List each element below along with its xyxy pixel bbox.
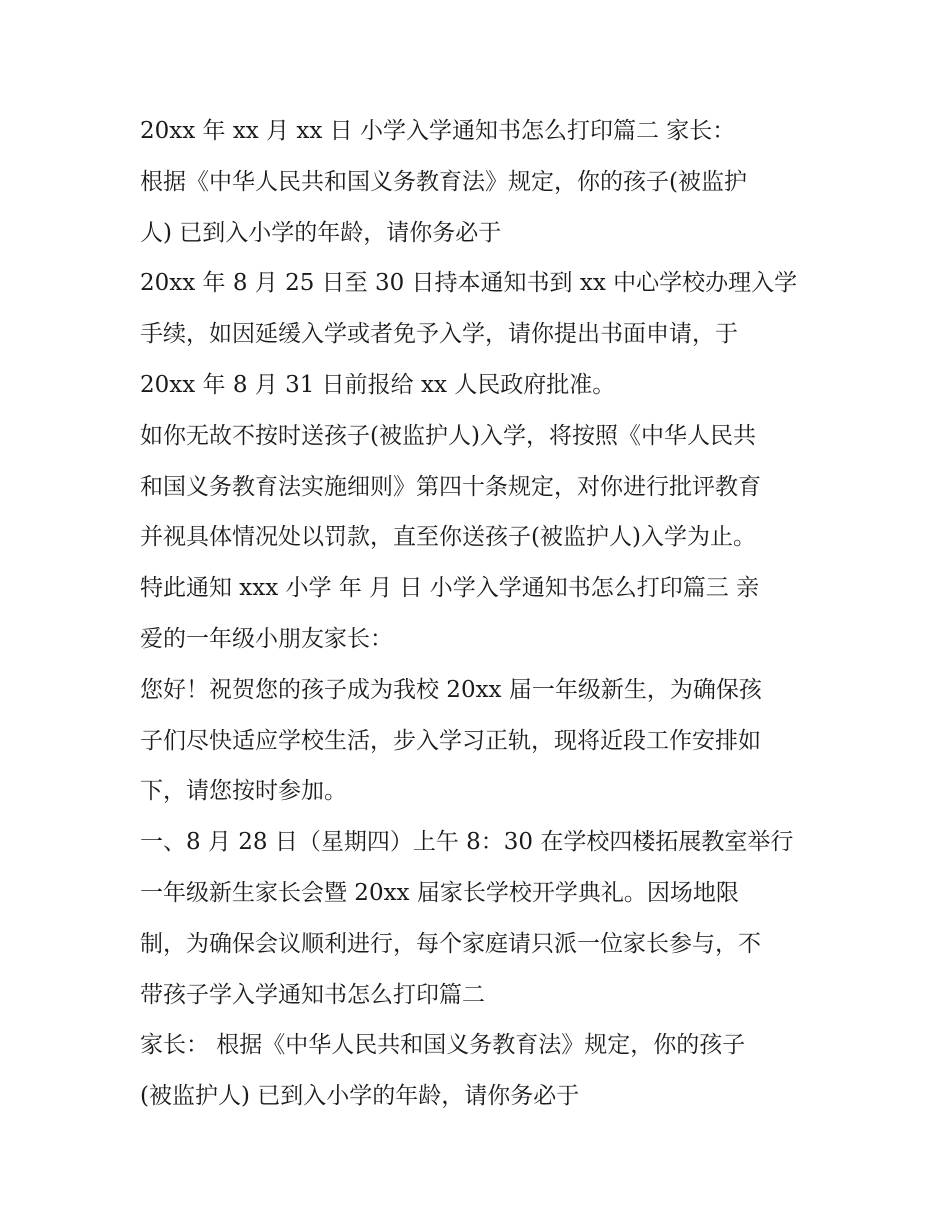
text-line: 手续，如因延缓入学或者免予入学，请你提出书面申请，于	[140, 321, 738, 348]
text-line: 下，请您按时参加。	[140, 778, 347, 805]
text-line: 子们尽快适应学校生活，步入学习正轨，现将近段工作安排如	[140, 727, 761, 754]
text-line: 20xx 年 8 月 25 日至 30 日持本通知书到 xx 中心学校办理入学	[140, 270, 798, 297]
text-line: 人) 已到入小学的年龄，请你务必于	[140, 219, 502, 246]
text-line: 特此通知 xxx 小学 年 月 日 小学入学通知书怎么打印篇三 亲	[140, 575, 760, 602]
text-line: 根据《中华人民共和国义务教育法》规定，你的孩子(被监护	[140, 168, 747, 195]
text-line: (被监护人) 已到入小学的年龄，请你务必于	[140, 1083, 580, 1110]
text-line: 并视具体情况处以罚款，直至你送孩子(被监护人)入学为止。	[140, 524, 756, 551]
text-line: 带孩子学入学通知书怎么打印篇二	[140, 981, 485, 1008]
text-line: 一、8 月 28 日（星期四）上午 8：30 在学校四楼拓展教室举行	[140, 829, 794, 856]
document-body	[140, 106, 830, 1122]
text-line: 制，为确保会议顺利进行，每个家庭请只派一位家长参与，不	[140, 930, 761, 957]
text-line: 和国义务教育法实施细则》第四十条规定，对你进行批评教育	[140, 473, 761, 500]
text-line: 家长： 根据《中华人民共和国义务教育法》规定，你的孩子	[140, 1032, 746, 1059]
text-line: 一年级新生家长会暨 20xx 届家长学校开学典礼。因场地限	[140, 879, 739, 906]
text-line: 爱的一年级小朋友家长：	[140, 625, 393, 652]
text-line: 20xx 年 8 月 31 日前报给 xx 人民政府批准。	[140, 371, 616, 398]
text-line: 如你无故不按时送孩子(被监护人)入学，将按照《中华人民共	[140, 422, 756, 449]
text-line: 您好！祝贺您的孩子成为我校 20xx 届一年级新生，为确保孩	[140, 676, 762, 703]
text-line: 20xx 年 xx 月 xx 日 小学入学通知书怎么打印篇二 家长：	[140, 118, 736, 144]
